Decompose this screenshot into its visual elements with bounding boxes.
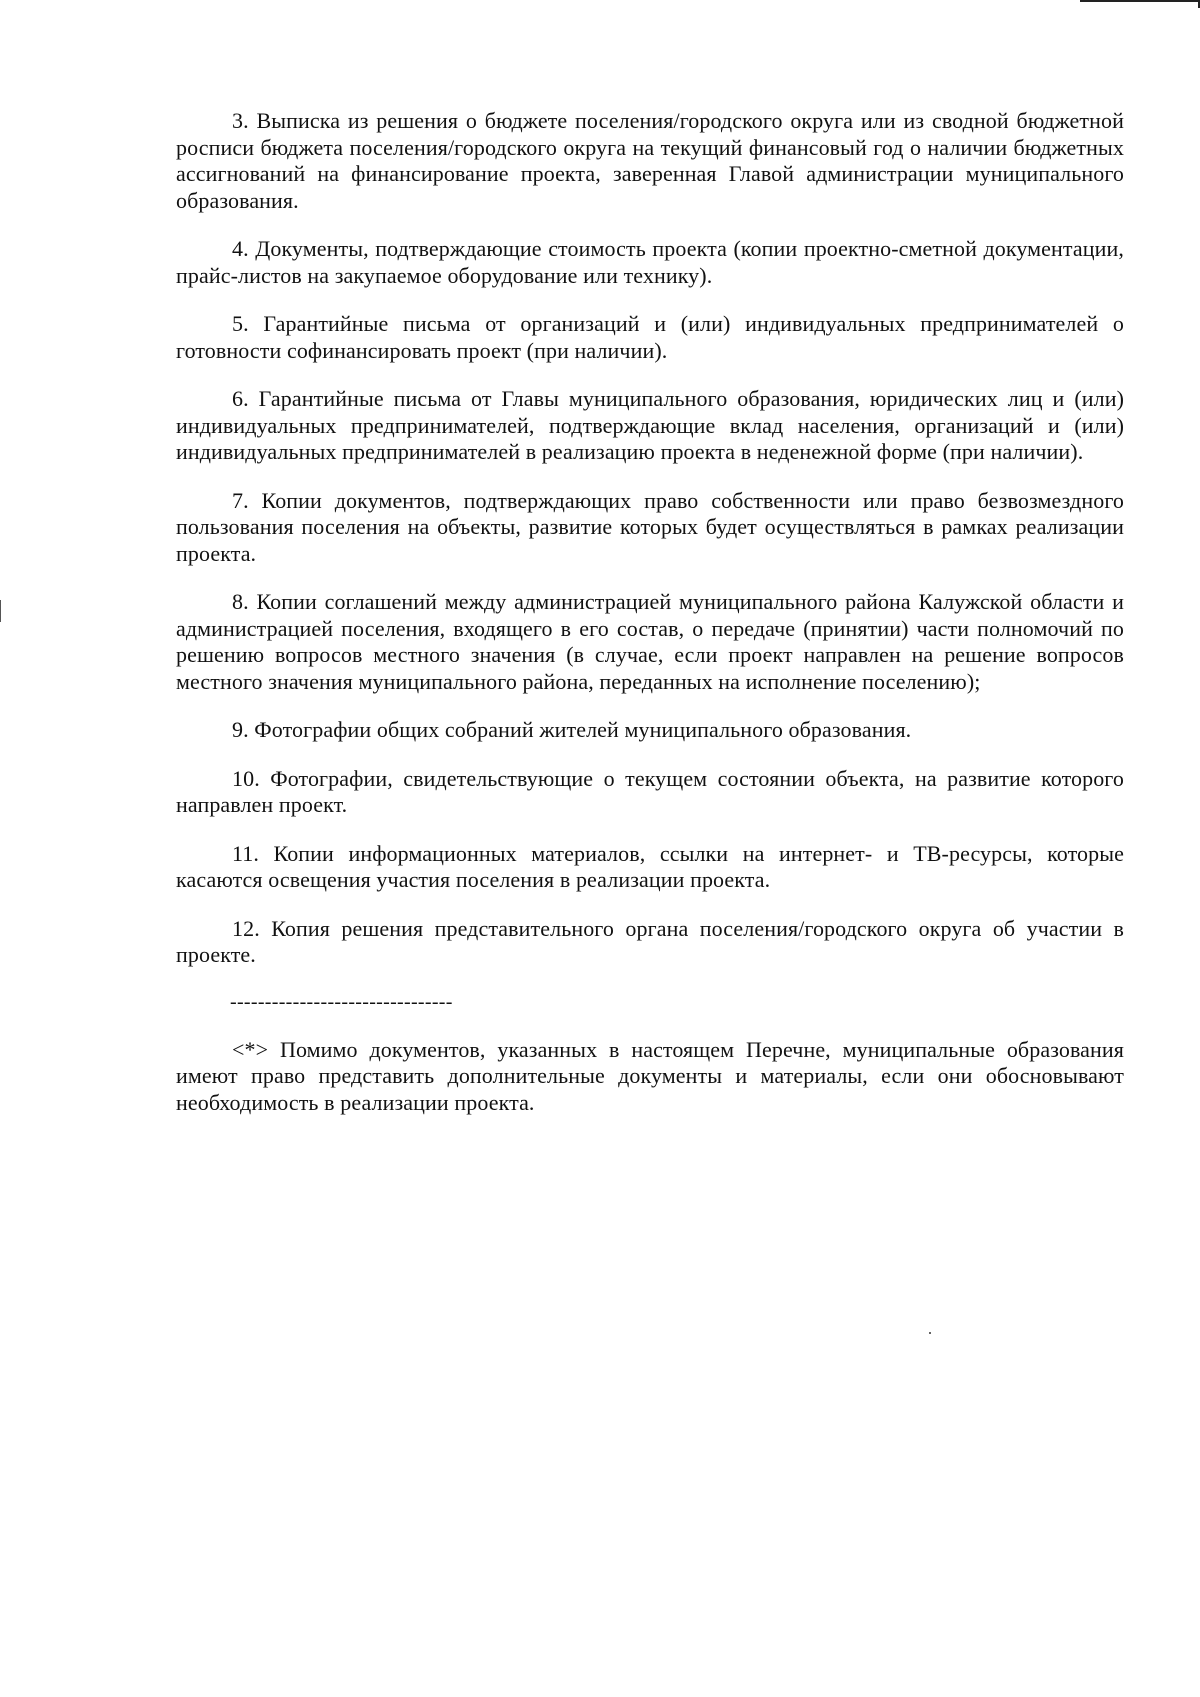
list-item-4: 4. Документы, подтверждающие стоимость проекта (копии проектно-сметной документации, прайс-листов на закупаемое оборудование или технику). [176,236,1124,288]
footnote-text: <*> Помимо документов, указанных в настоящем Перечне, муниципальные образования имеют право представить дополнительные документы и материалы, если они обосновывают необходимость в реализации проекта. [176,1036,1124,1115]
list-item-9: 9. Фотографии общих собраний жителей муниципального образования. [232,717,912,742]
list-item-12: 12. Копия решения представительного органа поселения/городского округа об участии в проекте. [176,915,1124,967]
list-item-11: 11. Копии информационных материалов, ссылки на интернет- и ТВ-ресурсы, которые касаются освещения участия поселения в реализации проекта. [176,840,1124,892]
scan-dust-dot [929,1332,931,1334]
list-item-8: 8. Копии соглашений между администрацией муниципального района Калужской области и администрацией поселения, входящего в его состав, о передаче (принятии) части полномочий по решению вопросов местного значения (в случае, если проект направлен на решение вопросов местного значения муниципального района, переданных на исполнение поселению); [176,589,1124,694]
scan-left-edge-mark [0,600,1,622]
footnote-separator: -------------------------------- [230,990,453,1013]
scan-edge-mark [1080,0,1200,2]
list-item-6: 6. Гарантийные письма от Главы муниципального образования, юридических лиц и (или) индивидуальных предпринимателей, подтверждающие вклад населения, организаций и (или) индивидуальных предпринимателей в реализацию проекта в неденежной форме (при наличии). [176,386,1124,464]
list-item-7: 7. Копии документов, подтверждающих право собственности или право безвозмездного пользования поселения на объекты, развитие которых будет осуществляться в рамках реализации проекта. [176,487,1124,566]
list-item-5: 5. Гарантийные письма от организаций и (или) индивидуальных предпринимателей о готовности софинансировать проект (при наличии). [176,311,1124,363]
document-body [176,108,1124,1138]
list-item-3: 3. Выписка из решения о бюджете поселения/городского округа или из сводной бюджетной росписи бюджета поселения/городского округа на текущий финансовый год о наличии бюджетных ассигнований на финансирование проекта, заверенная Главой администрации муниципального образования. [176,108,1124,213]
list-item-10: 10. Фотографии, свидетельствующие о текущем состоянии объекта, на развитие которого направлен проект. [176,765,1124,817]
